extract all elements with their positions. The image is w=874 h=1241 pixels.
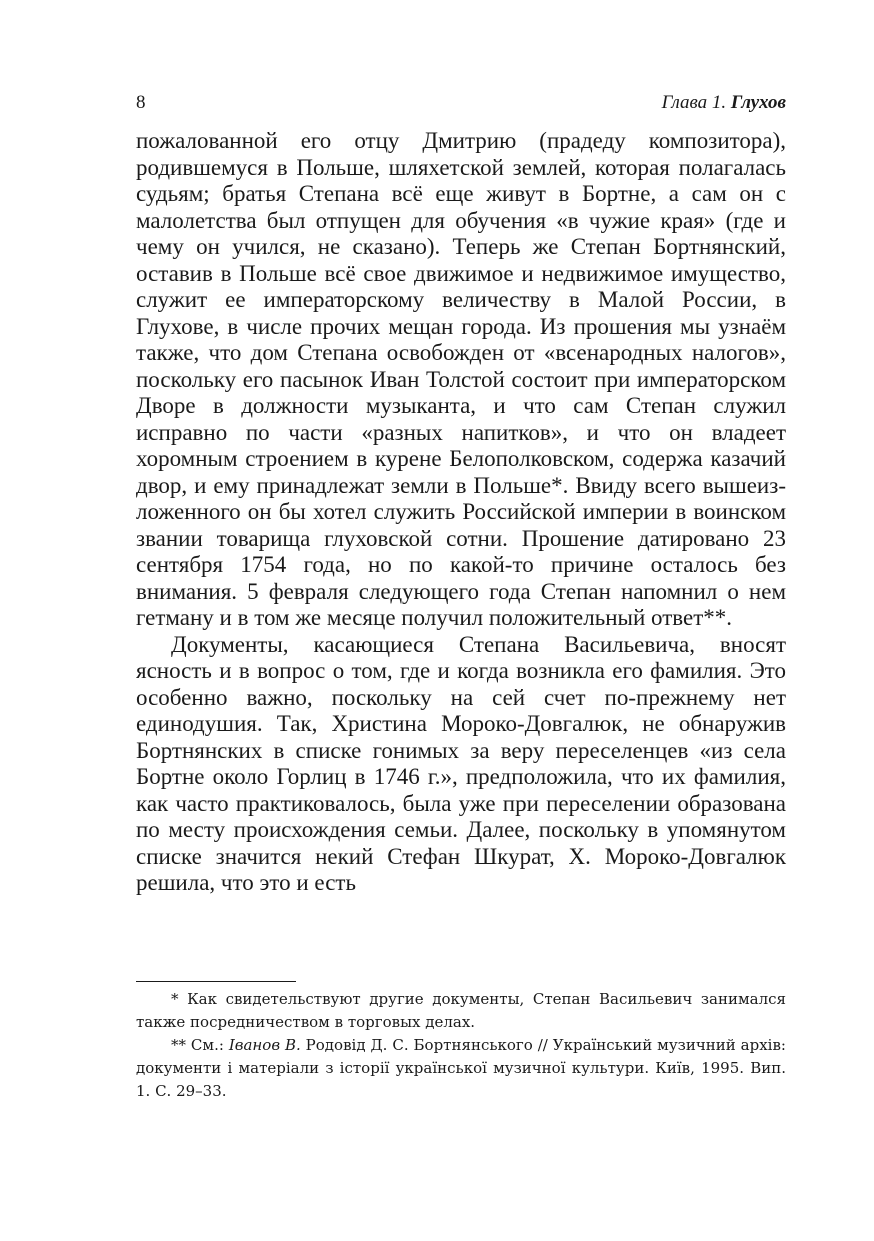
footnote-2-author: Іванов В. xyxy=(228,1036,301,1054)
footnote-2-text: Родовід Д. С. Бортнянського // Український музичний архів: документи і матеріали з історії української музичної культури. Київ, 1995. Вип. 1. С. 29–33. xyxy=(136,1036,786,1100)
chapter-label: Глава 1. xyxy=(661,92,727,113)
footnote-1: * Как свидетельствуют другие документы, Степан Васильевич занимался также посредничеством в торговых делах. xyxy=(136,990,786,1031)
footnote-divider xyxy=(136,981,296,982)
running-head xyxy=(662,92,786,114)
page-header xyxy=(136,92,786,122)
chapter-title: Глухов xyxy=(730,92,786,113)
book-page xyxy=(136,0,786,1241)
footnote-2-prefix: ** См.: xyxy=(171,1036,229,1054)
body-text xyxy=(136,128,786,897)
page-number: 8 xyxy=(136,92,146,113)
paragraph-2: Документы, касающиеся Степана Васильевича, вносят ясность и в вопрос о том, где и когда возникла его фамилия. Это особенно важно, поскольку на сей счет по-прежнему нет единодушия. Так, Христина Мороко-Довгалюк, не обнаружив Бортнянских в списке гонимых за веру переселенцев «из села Бортне около Горлиц в 1746 г.», предположила, что их фамилия, как часто практиковалось, была уже при переселении образована по месту происхождения семьи. Далее, поскольку в упомянутом списке значится некий Стефан Шкурат, Х. Мороко-Довгалюк решила, что это и есть xyxy=(136,631,786,895)
footnotes xyxy=(136,988,786,1103)
paragraph-1: пожалованной его отцу Дмитрию (прадеду композитора), родившемуся в Польше, шляхетской землей, которая полагалась судьям; братья Степана всё еще живут в Бортне, а сам он с малолетства был отпущен для обучения «в чужие края» (где и чему он учился, не сказано). Теперь же Степан Бортнянский, оставив в Польше всё свое движимое и недвижимое имущество, служит ее императорскому величеству в Малой России, в Глухове, в числе прочих мещан города. Из прошения мы узнаём также, что дом Степана освобожден от «всенародных налогов», поскольку его пасынок Иван Толстой состоит при императорском Дворе в должности музыканта, и что сам Степан служил исправно по части «разных напитков», и что он владеет хоромным строением в курене Белополковском, содержа казачий двор, и ему принадлежат земли в Польше*. Ввиду всего вышеизложенного он бы хотел служить Российской империи в воинском звании товарища глуховской сотни. Прошение датировано 23 сентября 1754 года, но по какой-то причине осталось без внимания. 5 февраля следующего года Степан напомнил о нем гетману и в том же месяце получил положительный ответ**. xyxy=(136,128,786,630)
footnote-2 xyxy=(136,1034,786,1103)
